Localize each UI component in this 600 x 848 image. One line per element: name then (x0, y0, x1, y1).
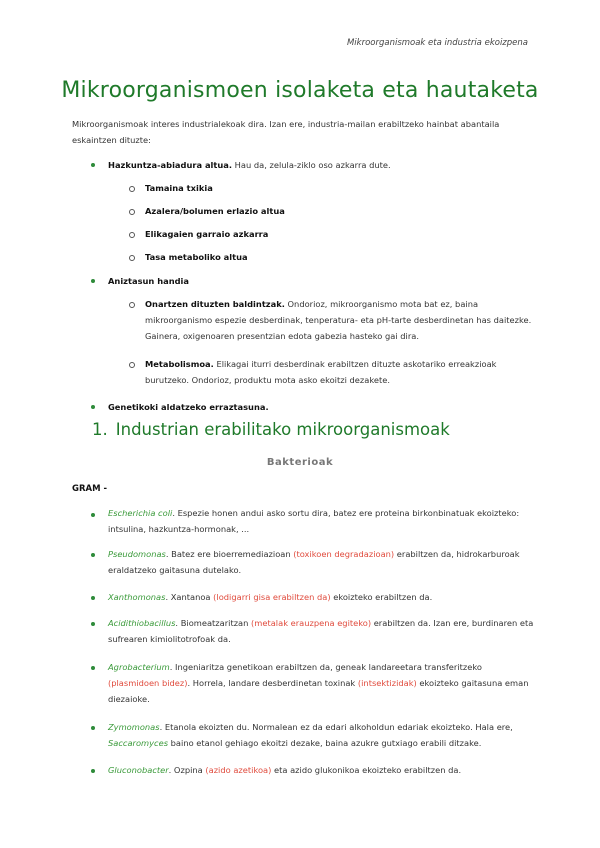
bacteria-acidithiobacillus: Acidithiobacillus. Biomeatzaritzan (metalak erauzpena egiteko) erabiltzen da. Izan ere, burdinaren eta sufrearen kimiolitotrofoak da. (108, 618, 534, 644)
bacteria-ecoli: Escherichia coli. Espezie honen andui asko sortu dira, batez ere proteina birkonbinatuak ekoizteko: intsulina, hazkuntza-hormonak, ... (108, 508, 520, 534)
bullet-dot (91, 622, 95, 626)
species-name: Zymomonas (108, 722, 160, 732)
sub-bullet-circle (129, 255, 135, 261)
bacteria-agrobacterium: Agrobacterium. Ingeniaritza genetikoan erabiltzen da, geneak landareetara transferitzeko (plasmidoen bidez). Horrela, landare desberdinetan toxinak (intsektizidak) ekoizteko gaitasuna eman diezaioke. (108, 662, 529, 704)
bullet-dot (91, 726, 95, 730)
bullet-dot (91, 163, 95, 167)
bullet-bold: Hazkuntza-abiadura altua. (108, 160, 233, 170)
subheading-bacteria: Bakterioak (266, 457, 334, 468)
gram-negative-label: GRAM - (72, 484, 108, 494)
sub-bullet-item: Elikagaien garraio azkarra (145, 229, 269, 239)
sub-bullet-circle (129, 362, 135, 368)
bullet-growth-rate (108, 157, 391, 173)
bacteria-zymomonas: Zymomonas. Etanola ekoizten du. Normalean ez da edari alkoholdun edariak ekoizteko. Hala ere, Saccaromyces baino etanol gehiago ekoitzi dezake, baina azukre gutxiago erabili ditzake. (108, 722, 513, 748)
bacteria-pseudomonas: Pseudomonas. Batez ere bioerremediazioan (toxikoen degradazioan) erabiltzen da, hidrokarburoak eraldatzeko gaitasuna dutelako. (108, 549, 520, 575)
sub-bullet-circle (129, 186, 135, 192)
species-name: Acidithiobacillus (108, 618, 176, 628)
page-title: Mikroorganismoen isolaketa eta hautaketa (61, 78, 539, 103)
bullet-dot (91, 553, 95, 557)
bacteria-xanthomonas: Xanthomonas. Xantanoa (lodigarri gisa erabiltzen da) ekoizteko erabiltzen da. (108, 592, 433, 602)
species-name: Escherichia coli (108, 508, 173, 518)
bullet-dot (91, 596, 95, 600)
bullet-dot (91, 405, 95, 409)
bullet-dot (91, 666, 95, 670)
sub-bullet-item: Tasa metaboliko altua (145, 252, 248, 262)
bullet-dot (91, 513, 95, 517)
sub-bullet-item: Azalera/bolumen erlazio altua (145, 206, 285, 216)
sub-bullet-circle (129, 232, 135, 238)
bullet-diversity: Aniztasun handia (108, 276, 189, 286)
sub-bullet-conditions: Onartzen dituzten baldintzak. Ondorioz, mikroorganismo mota bat ez, baina mikroorganismo espezie desberdinak, tenperatura- eta pH-tarte desberdinetan has daitezke. Gainera, oxigenoaren presentzian edota gabezia hasteko gai dira. (145, 299, 532, 341)
species-name: Gluconobacter (108, 765, 169, 775)
section-title: Industrian erabilitako mikroorganismoak (115, 420, 450, 439)
species-name: Pseudomonas (108, 549, 166, 559)
bullet-genetic: Genetikoki aldatzeko erraztasuna. (108, 402, 269, 412)
section-number: 1. (92, 420, 108, 439)
bullet-dot (91, 769, 95, 773)
sub-bullet-circle (129, 302, 135, 308)
species-name: Saccaromyces (108, 738, 169, 748)
bullet-text: Hau da, zelula-ziklo oso azkarra dute. (232, 160, 391, 170)
sub-bullet-circle (129, 209, 135, 215)
species-name: Xanthomonas (108, 592, 166, 602)
running-header: Mikroorganismoak eta industria ekoizpena (346, 38, 528, 48)
sub-bullet-metabolism: Metabolismoa. Elikagai iturri desberdinak erabiltzen dituzte askotariko erreakzioak burutzeko. Ondorioz, produktu mota asko ekoitzi dezakete. (145, 359, 497, 385)
bacteria-gluconobacter: Gluconobacter. Ozpina (azido azetikoa) eta azido glukonikoa ekoizteko erabiltzen da. (108, 765, 462, 775)
section-heading (92, 420, 450, 439)
sub-bullet-item: Tamaina txikia (145, 183, 213, 193)
intro-paragraph: Mikroorganismoak interes industrialekoak dira. Izan ere, industria-mailan erabiltzeko hainbat abantaila eskaintzen dituzte: (72, 119, 500, 145)
species-name: Agrobacterium (108, 662, 170, 672)
bullet-dot (91, 279, 95, 283)
